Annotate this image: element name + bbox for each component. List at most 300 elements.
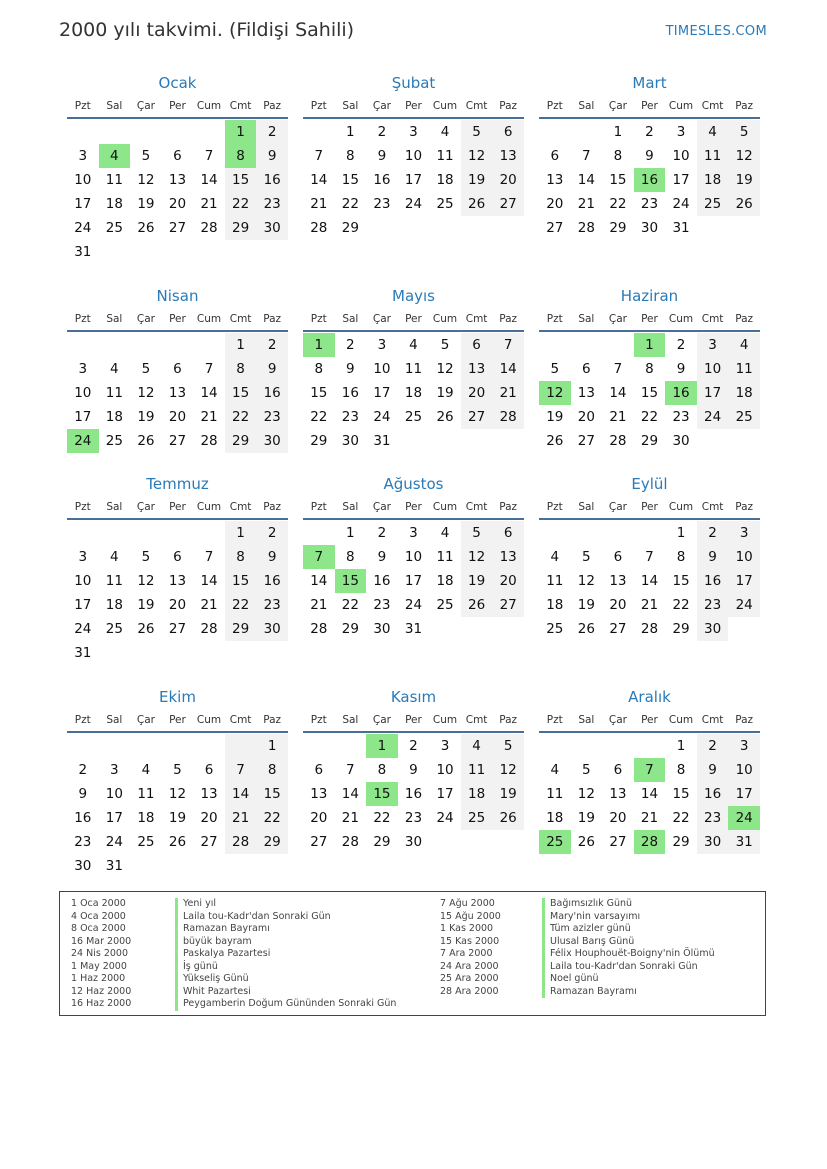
day-cell: 10 [105,786,123,802]
day-cell: 31 [373,433,391,449]
day-cell: 22 [225,593,257,617]
day-cell: 7 [204,148,214,164]
day-cell: 24 [105,834,123,850]
empty-cell [697,429,729,453]
day-cell: 23 [404,810,423,826]
day-cell: 15 [672,786,690,802]
day-cell: 23 [672,409,690,425]
day-cell: 20 [492,569,524,593]
day-cell: 21 [200,196,218,212]
day-cell: 30 [373,621,391,637]
empty-cell [225,641,257,665]
day-cell: 22 [373,810,391,826]
empty-cell [130,854,162,878]
day-cell: 6 [173,148,182,164]
legend-holiday-name: Tüm azizler günü [542,923,715,936]
day-cell: 4 [440,525,450,541]
weekday-label: Per [405,714,422,726]
weekday-header [539,96,760,119]
day-cell: 19 [546,409,564,425]
day-cell: 17 [74,597,92,613]
day-cell: 29 [609,220,627,236]
empty-cell [130,734,162,758]
day-cell: 11 [105,573,123,589]
weekday-label: Sal [342,100,359,112]
day-cell: 3 [440,738,450,754]
day-cell: 3 [377,337,387,353]
day-cell: 6 [173,361,182,377]
weekday-label: Sal [342,501,359,513]
day-cell: 20 [461,381,493,405]
day-cell: 29 [341,621,359,637]
day-cell: 21 [577,196,595,212]
day-cell: 13 [609,786,627,802]
day-cell: 13 [461,357,493,381]
day-cell: 2 [409,738,418,754]
empty-cell [602,734,634,758]
weekday-label: Sal [106,313,123,325]
weekday-label: Per [405,501,422,513]
empty-cell [193,521,225,545]
day-cell: 9 [697,545,729,569]
day-cell: 4 [110,361,119,377]
day-cell: 18 [546,810,564,826]
day-cell: 15 [640,385,659,401]
day-cell: 19 [492,782,524,806]
day-cell: 2 [256,333,288,357]
empty-cell [99,240,131,264]
day-cell: 22 [672,597,690,613]
day-cell: 11 [546,786,564,802]
weekday-label: Pzt [310,501,327,513]
month-block [539,73,760,240]
day-cell: 22 [609,196,627,212]
holiday-day-cell: 4 [99,144,131,168]
day-cell: 19 [168,810,187,826]
day-cell: 23 [640,196,659,212]
day-cell: 1 [613,124,623,140]
legend-holiday-name: İş günü [175,961,396,974]
empty-cell [99,120,131,144]
empty-cell [130,240,162,264]
day-cell: 17 [404,172,423,188]
empty-cell [225,734,257,758]
weekday-label: Pzt [546,714,563,726]
empty-cell [398,429,430,453]
day-cell: 11 [436,148,454,164]
day-cell: 29 [225,216,257,240]
holiday-day-cell: 16 [634,168,666,192]
day-cell: 11 [697,144,729,168]
weekday-label: Cum [432,714,458,726]
day-cell: 27 [546,220,564,236]
holiday-day-cell: 24 [728,806,760,830]
day-cell: 9 [697,758,729,782]
empty-cell [492,429,524,453]
month-name: Mayıs [392,287,435,305]
weekday-label: Cum [668,501,694,513]
weekday-label: Per [169,313,186,325]
empty-cell [256,641,288,665]
day-cell: 3 [110,762,119,778]
site-link[interactable]: TIMESLES.COM [665,24,767,39]
empty-cell [193,120,225,144]
weekday-label: Cmt [229,313,252,325]
month-block [67,73,288,264]
weekday-label: Paz [735,313,754,325]
day-cell: 30 [256,429,288,453]
weekday-label: Cum [668,714,694,726]
page-title: 2000 yılı takvimi. (Fildişi Sahili) [59,19,355,41]
day-cell: 28 [200,433,218,449]
day-cell: 6 [314,762,324,778]
day-cell: 29 [672,834,690,850]
weekday-label: Çar [608,501,627,513]
weekday-header [303,309,524,332]
day-cell: 9 [377,549,387,565]
legend-date: 7 Ağu 2000 [440,898,495,909]
weekday-label: Çar [136,100,155,112]
legend-holiday-name: Félix Houphouët-Boigny'nin Ölümü [542,948,715,961]
month-block [303,73,524,240]
day-grid [539,734,760,854]
day-cell: 2 [377,124,387,140]
weekday-label: Sal [106,501,123,513]
day-cell: 12 [728,144,760,168]
day-cell: 18 [697,168,729,192]
day-cell: 14 [640,573,659,589]
weekday-label: Pzt [74,714,91,726]
weekday-label: Çar [372,501,391,513]
weekday-label: Pzt [310,100,327,112]
day-cell: 20 [168,196,187,212]
holiday-day-cell: 7 [303,545,335,569]
month-block [67,474,288,665]
day-cell: 22 [310,409,328,425]
day-cell: 12 [461,545,493,569]
day-cell: 3 [697,333,729,357]
day-cell: 24 [74,220,92,236]
day-cell: 11 [546,573,564,589]
empty-cell [429,617,461,641]
weekday-label: Sal [342,714,359,726]
day-cell: 24 [672,196,690,212]
weekday-label: Pzt [546,313,563,325]
weekday-label: Pzt [74,501,91,513]
legend-holiday-name: Laila tou-Kadr'dan Sonraki Gün [542,961,715,974]
day-cell: 15 [256,782,288,806]
month-block [303,286,524,453]
day-cell: 21 [200,597,218,613]
empty-cell [67,333,99,357]
weekday-label: Cmt [701,501,724,513]
day-cell: 30 [697,617,729,641]
day-cell: 8 [225,545,257,569]
day-cell: 1 [225,333,257,357]
weekday-header [67,96,288,119]
weekday-label: Çar [372,714,391,726]
empty-cell [130,521,162,545]
month-name: Ağustos [383,475,444,493]
day-cell: 17 [728,782,760,806]
empty-cell [461,216,493,240]
empty-cell [539,333,571,357]
day-cell: 13 [546,172,564,188]
legend-holiday-name: Noel günü [542,973,715,986]
day-cell: 29 [310,433,328,449]
day-cell: 16 [256,168,288,192]
day-grid [67,120,288,264]
empty-cell [162,333,194,357]
legend-date: 24 Ara 2000 [440,960,499,972]
day-cell: 23 [341,409,359,425]
day-cell: 7 [492,333,524,357]
weekday-label: Çar [136,714,155,726]
holiday-day-cell: 7 [634,758,666,782]
weekday-label: Sal [578,313,595,325]
day-cell: 20 [492,168,524,192]
day-cell: 22 [341,196,359,212]
day-cell: 28 [492,405,524,429]
legend-date: 25 Ara 2000 [440,973,499,984]
empty-cell [256,854,288,878]
day-grid [67,521,288,665]
day-cell: 14 [341,786,359,802]
day-grid [539,333,760,453]
day-cell: 26 [168,834,187,850]
empty-cell [429,216,461,240]
empty-cell [492,617,524,641]
weekday-label: Pzt [546,501,563,513]
day-cell: 6 [461,333,493,357]
day-cell: 15 [341,172,359,188]
empty-cell [492,216,524,240]
day-cell: 29 [225,429,257,453]
day-cell: 8 [613,148,623,164]
weekday-label: Per [641,313,658,325]
day-cell: 19 [137,597,155,613]
day-cell: 16 [697,782,729,806]
day-cell: 12 [168,786,187,802]
day-cell: 30 [640,220,659,236]
holiday-day-cell: 16 [665,381,697,405]
empty-cell [256,240,288,264]
day-cell: 21 [492,381,524,405]
empty-cell [67,120,99,144]
day-cell: 13 [577,385,595,401]
legend-dates-left [71,898,131,1011]
weekday-label: Pzt [74,100,91,112]
day-cell: 8 [314,361,324,377]
weekday-header [303,710,524,733]
empty-cell [162,641,194,665]
empty-cell [539,120,571,144]
weekday-label: Çar [372,100,391,112]
day-cell: 25 [105,621,123,637]
day-cell: 24 [404,196,423,212]
legend-date: 1 Haz 2000 [71,973,126,984]
weekday-label: Çar [372,313,391,325]
day-cell: 22 [225,192,257,216]
month-name: Haziran [620,287,679,305]
day-cell: 13 [310,786,328,802]
weekday-header [303,497,524,520]
legend-date: 8 Oca 2000 [71,923,126,934]
day-cell: 18 [436,573,454,589]
day-cell: 20 [546,196,564,212]
holiday-day-cell: 12 [539,381,571,405]
weekday-header [539,710,760,733]
empty-cell [539,734,571,758]
day-cell: 17 [436,786,454,802]
day-cell: 3 [728,521,760,545]
day-cell: 17 [697,381,729,405]
day-cell: 18 [105,196,123,212]
day-cell: 19 [461,569,493,593]
weekday-label: Sal [342,313,359,325]
legend-date: 12 Haz 2000 [71,985,132,997]
day-grid [303,521,524,641]
day-cell: 11 [105,385,123,401]
day-cell: 20 [200,810,218,826]
day-cell: 9 [78,786,88,802]
day-cell: 25 [697,192,729,216]
legend-date: 4 Oca 2000 [71,910,126,922]
weekday-label: Paz [499,501,518,513]
day-cell: 31 [74,645,92,661]
day-cell: 29 [256,830,288,854]
legend-holiday-name: Whit Pazartesi [175,986,396,999]
day-cell: 17 [404,573,423,589]
day-cell: 26 [436,409,454,425]
day-cell: 24 [436,810,454,826]
day-cell: 5 [550,361,560,377]
day-cell: 2 [697,734,729,758]
day-cell: 9 [676,361,686,377]
day-cell: 7 [204,361,214,377]
day-cell: 20 [609,810,627,826]
day-cell: 5 [582,549,591,565]
day-cell: 4 [409,337,418,353]
legend-holiday-name: Yükseliş Günü [175,973,396,986]
legend-date: 16 Haz 2000 [71,998,132,1009]
day-cell: 9 [377,148,387,164]
day-cell: 25 [728,405,760,429]
day-cell: 26 [577,621,595,637]
day-cell: 5 [440,337,450,353]
day-cell: 26 [728,192,760,216]
empty-cell [99,641,131,665]
day-cell: 5 [582,762,591,778]
empty-cell [539,521,571,545]
day-cell: 28 [640,621,659,637]
day-cell: 6 [204,762,214,778]
day-cell: 16 [74,810,92,826]
day-cell: 2 [377,525,387,541]
day-cell: 12 [137,172,155,188]
day-cell: 20 [168,597,187,613]
day-cell: 2 [676,337,686,353]
weekday-label: Cum [668,100,694,112]
day-cell: 9 [409,762,418,778]
day-cell: 9 [645,148,654,164]
day-cell: 6 [492,120,524,144]
empty-cell [697,216,729,240]
empty-cell [728,429,760,453]
day-cell: 20 [577,409,595,425]
empty-cell [162,521,194,545]
empty-cell [461,617,493,641]
day-cell: 24 [74,621,92,637]
day-cell: 1 [676,738,686,754]
day-cell: 20 [310,810,328,826]
month-name: Aralık [628,688,671,706]
day-cell: 21 [640,597,659,613]
day-cell: 16 [373,573,391,589]
day-cell: 16 [256,381,288,405]
day-cell: 20 [168,409,187,425]
day-cell: 5 [141,361,151,377]
empty-cell [67,521,99,545]
day-cell: 7 [645,549,654,565]
day-cell: 27 [492,192,524,216]
empty-cell [429,429,461,453]
month-block [539,474,760,641]
weekday-label: Paz [499,313,518,325]
legend-holiday-name: Ramazan Bayramı [175,923,396,936]
day-cell: 18 [546,597,564,613]
weekday-label: Per [641,501,658,513]
weekday-label: Cmt [465,501,488,513]
day-cell: 9 [346,361,355,377]
day-cell: 1 [225,521,257,545]
day-cell: 26 [577,834,595,850]
day-cell: 27 [168,621,187,637]
day-cell: 29 [640,433,659,449]
day-cell: 19 [728,168,760,192]
day-cell: 11 [137,786,155,802]
weekday-label: Cum [196,313,222,325]
day-cell: 25 [546,621,564,637]
weekday-label: Per [641,100,658,112]
day-cell: 8 [346,148,355,164]
weekday-label: Cum [668,313,694,325]
day-cell: 4 [461,734,493,758]
day-cell: 1 [676,525,686,541]
day-cell: 30 [672,433,690,449]
legend-date: 15 Ağu 2000 [440,910,501,922]
month-block [303,687,524,854]
weekday-label: Çar [136,501,155,513]
day-cell: 11 [728,357,760,381]
legend-holiday-name: Ulusal Barış Günü [542,936,715,949]
day-cell: 13 [168,573,187,589]
weekday-label: Pzt [310,313,327,325]
day-cell: 24 [404,597,423,613]
day-cell: 30 [74,858,92,874]
day-cell: 6 [550,148,560,164]
day-cell: 14 [310,172,328,188]
weekday-label: Per [169,714,186,726]
day-cell: 10 [728,758,760,782]
day-cell: 23 [373,196,391,212]
day-cell: 17 [105,810,123,826]
day-cell: 14 [492,357,524,381]
day-cell: 29 [225,617,257,641]
day-cell: 6 [613,549,623,565]
weekday-header [67,497,288,520]
day-cell: 5 [728,120,760,144]
